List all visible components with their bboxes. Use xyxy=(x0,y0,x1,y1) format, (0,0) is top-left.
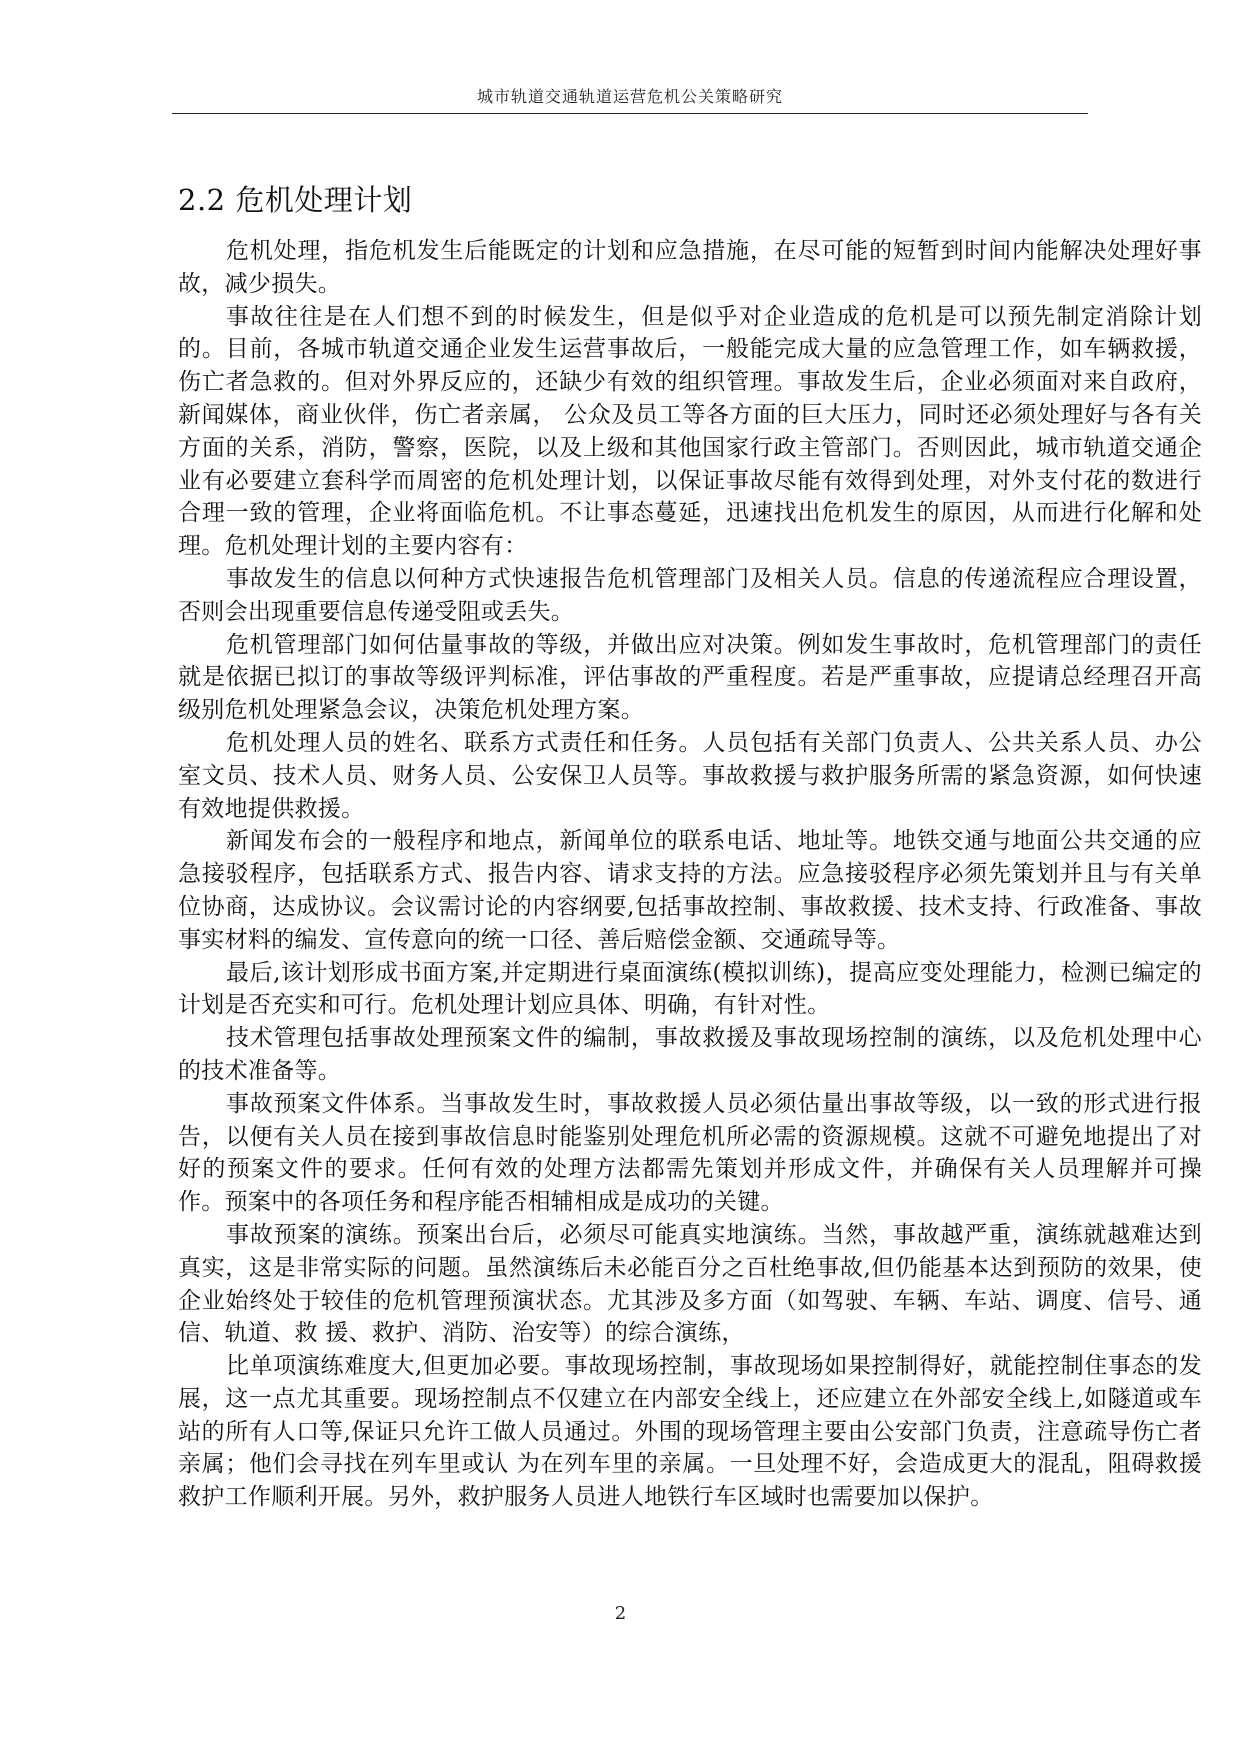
paragraph: 最后,该计划形成书面方案,并定期进行桌面演练(模拟训练)，提高应变处理能力，检测已编定的计划是否充实和可行。危机处理计划应具体、明确，有针对性。 xyxy=(178,959,1202,1019)
paragraph: 事故发生的信息以何种方式快速报告危机管理部门及相关人员。信息的传递流程应合理设置，否则会出现重要信息传递受阻或丢失。 xyxy=(178,565,1202,625)
body-text xyxy=(178,235,1202,1514)
page-number: 2 xyxy=(614,1603,627,1624)
paragraph: 事故预案的演练。预案出台后，必须尽可能真实地演练。当然，事故越严重，演练就越难达到真实，这是非常实际的问题。虽然演练后未必能百分之百杜绝事故,但仍能基本达到预防的效果，使企业始终处于较佳的危机管理预演状态。尤其涉及多方面（如驾驶、车辆、车站、调度、信号、通信、轨道、救 援、救护、消防、治安等）的综合演练， xyxy=(178,1221,1202,1347)
paragraph: 危机处理人员的姓名、联系方式责任和任务。人员包括有关部门负责人、公共关系人员、办公室文员、技术人员、财务人员、公安保卫人员等。事故救援与救护服务所需的紧急资源，如何快速有效地提供救援。 xyxy=(178,729,1202,822)
paragraph: 事故往往是在人们想不到的时候发生，但是似乎对企业造成的危机是可以预先制定消除计划的。目前，各城市轨道交通企业发生运营事故后，一般能完成大量的应急管理工作，如车辆救援，伤亡者急救的。但对外界反应的，还缺少有效的组织管理。事故发生后，企业必须面对来自政府，新闻媒体，商业伙伴，伤亡者亲属， 公众及员工等各方面的巨大压力，同时还必须处理好与各有关方面的关系，消防，警察，医院，以及上级和其他国家行政主管部门。否则因此，城市轨道交通企业有必要建立套科学而周密的危机处理计划，以保证事故尽能有效得到处理，对外支付花的数进行合理一致的管理，企业将面临危机。不让事态蔓延，迅速找出危机发生的原因，从而进行化解和处理。危机处理计划的主要内容有： xyxy=(178,303,1202,560)
paragraph: 危机管理部门如何估量事故的等级，并做出应对决策。例如发生事故时，危机管理部门的责任就是依据已拟订的事故等级评判标准，评估事故的严重程度。若是严重事故，应提请总经理召开高级别危机处理紧急会议，决策危机处理方案。 xyxy=(178,631,1202,724)
paragraph: 事故预案文件体系。当事故发生时，事故救援人员必须估量出事故等级，以一致的形式进行报告，以便有关人员在接到事故信息时能鉴别处理危机所必需的资源规模。这就不可避免地提出了对好的预案文件的要求。任何有效的处理方法都需先策划并形成文件，并确保有关人员理解并可操作。预案中的各项任务和程序能否相辅相成是成功的关键。 xyxy=(178,1090,1202,1216)
paragraph: 比单项演练难度大,但更加必要。事故现场控制，事故现场如果控制得好，就能控制住事态的发展，这一点尤其重要。现场控制点不仅建立在内部安全线上，还应建立在外部安全线上,如隧道或车站的所有人口等,保证只允许工做人员通过。外围的现场管理主要由公安部门负责，注意疏导伤亡者亲属；他们会寻找在列车里或认 为在列车里的亲属。一旦处理不好，会造成更大的混乱，阻碍救援救护工作顺利开展。另外，救护服务人员进人地铁行车区域时也需要加以保护。 xyxy=(178,1353,1202,1511)
header-divider xyxy=(172,113,1088,114)
paragraph: 危机处理，指危机发生后能既定的计划和应急措施，在尽可能的短暂到时间内能解决处理好事故，减少损失。 xyxy=(178,238,1202,297)
section-title: 2.2 危机处理计划 xyxy=(178,183,413,217)
running-header: 城市轨道交通轨道运营危机公关策略研究 xyxy=(476,87,783,106)
paragraph: 技术管理包括事故处理预案文件的编制，事故救援及事故现场控制的演练，以及危机处理中心的技术准备等。 xyxy=(178,1025,1202,1084)
paragraph: 新闻发布会的一般程序和地点，新闻单位的联系电话、地址等。地铁交通与地面公共交通的应急接驳程序，包括联系方式、报告内容、请求支持的方法。应急接驳程序必须先策划并且与有关单位协商，达成协议。会议需讨论的内容纲要,包括事故控制、事故救援、技术支持、行政准备、事故事实材料的编发、宣传意向的统一口径、善后赔偿金额、交通疏导等。 xyxy=(178,828,1202,953)
